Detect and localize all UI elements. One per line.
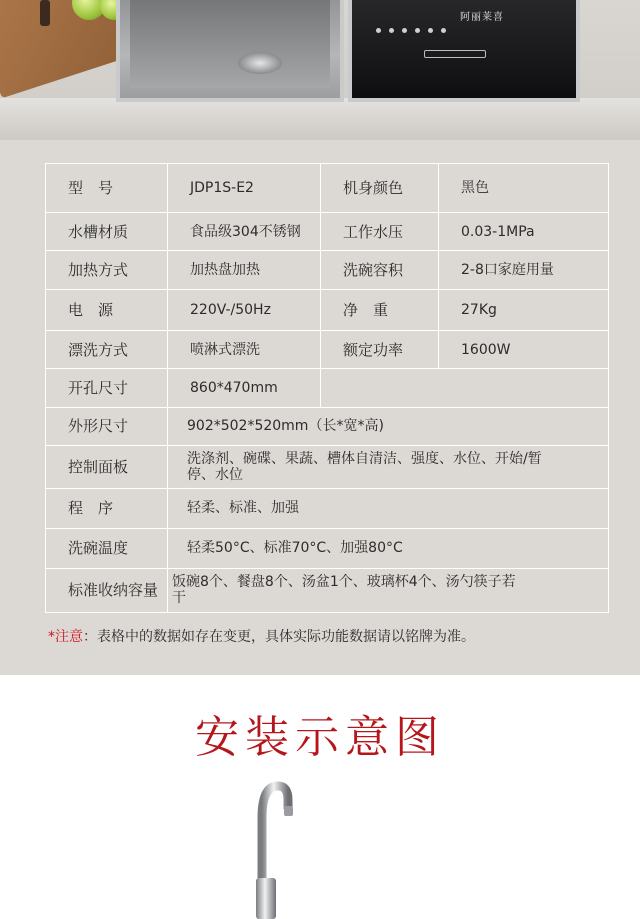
spec-label: 控制面板: [46, 445, 168, 488]
panel-buttons: [376, 28, 446, 33]
spec-label: 加热方式: [46, 251, 168, 290]
spec-row: [46, 290, 609, 331]
spec-value: 1600W: [439, 331, 609, 369]
knife-handle: [40, 0, 50, 26]
spec-row: [46, 164, 609, 213]
spec-value: 喷淋式漂洗: [168, 331, 321, 369]
dishwasher-panel: [348, 0, 580, 102]
spec-value: 902*502*520mm（长*宽*高): [168, 407, 609, 445]
spec-row: [46, 445, 609, 488]
spec-value: 洗涤剂、碗碟、果蔬、槽体自清洁、强度、水位、开始/暂停、水位: [168, 445, 609, 488]
spec-row: [46, 488, 609, 528]
spec-value: 27Kg: [439, 290, 609, 331]
spec-empty-cell: [321, 369, 609, 407]
spec-note: [48, 626, 475, 646]
spec-label: 漂洗方式: [46, 331, 168, 369]
spec-label: 标准收纳容量: [46, 568, 168, 612]
spec-table: [45, 163, 609, 613]
spec-value: 2-8口家庭用量: [439, 251, 609, 290]
spec-label: 工作水压: [321, 213, 439, 251]
spec-value: 轻柔50°C、标准70°C、加强80°C: [168, 528, 609, 568]
spec-row: [46, 251, 609, 290]
spec-label: 程 序: [46, 488, 168, 528]
spec-value: 黑色: [439, 164, 609, 213]
spec-row: [46, 528, 609, 568]
spec-label: 开孔尺寸: [46, 369, 168, 407]
drain: [238, 52, 282, 74]
spec-value: 食品级304不锈钢: [168, 213, 321, 251]
note-text: ：表格中的数据如存在变更，具体实际功能数据请以铭牌为准。: [83, 629, 475, 645]
spec-value: 加热盘加热: [168, 251, 321, 290]
spec-value: 饭碗8个、餐盘8个、汤盆1个、玻璃杯4个、汤勺筷子若干: [168, 568, 609, 612]
install-title: 安装示意图: [195, 712, 445, 763]
spec-value: 轻柔、标准、加强: [168, 488, 609, 528]
product-photo: [0, 0, 640, 140]
spec-value: 220V-/50Hz: [168, 290, 321, 331]
spec-label: 电 源: [46, 290, 168, 331]
sink-basin: [116, 0, 344, 102]
spec-row: [46, 407, 609, 445]
spec-label: 机身颜色: [321, 164, 439, 213]
faucet-image: [248, 778, 308, 919]
spec-row: [46, 568, 609, 612]
spec-label: 水槽材质: [46, 213, 168, 251]
spec-label: 型 号: [46, 164, 168, 213]
panel-brand-logo: 阿丽莱喜: [460, 12, 504, 23]
spec-value: 0.03-1MPa: [439, 213, 609, 251]
spec-row: [46, 213, 609, 251]
spec-row: [46, 369, 609, 407]
spec-label: 净 重: [321, 290, 439, 331]
spec-label: 额定功率: [321, 331, 439, 369]
spec-value: 860*470mm: [168, 369, 321, 407]
spec-label: 洗碗温度: [46, 528, 168, 568]
spec-label: 外形尺寸: [46, 407, 168, 445]
spec-row: [46, 331, 609, 369]
countertop: [0, 98, 640, 140]
spec-value: JDP1S-E2: [168, 164, 321, 213]
panel-display: [424, 50, 486, 58]
note-mark: *注意: [48, 629, 83, 645]
spec-label: 洗碗容积: [321, 251, 439, 290]
